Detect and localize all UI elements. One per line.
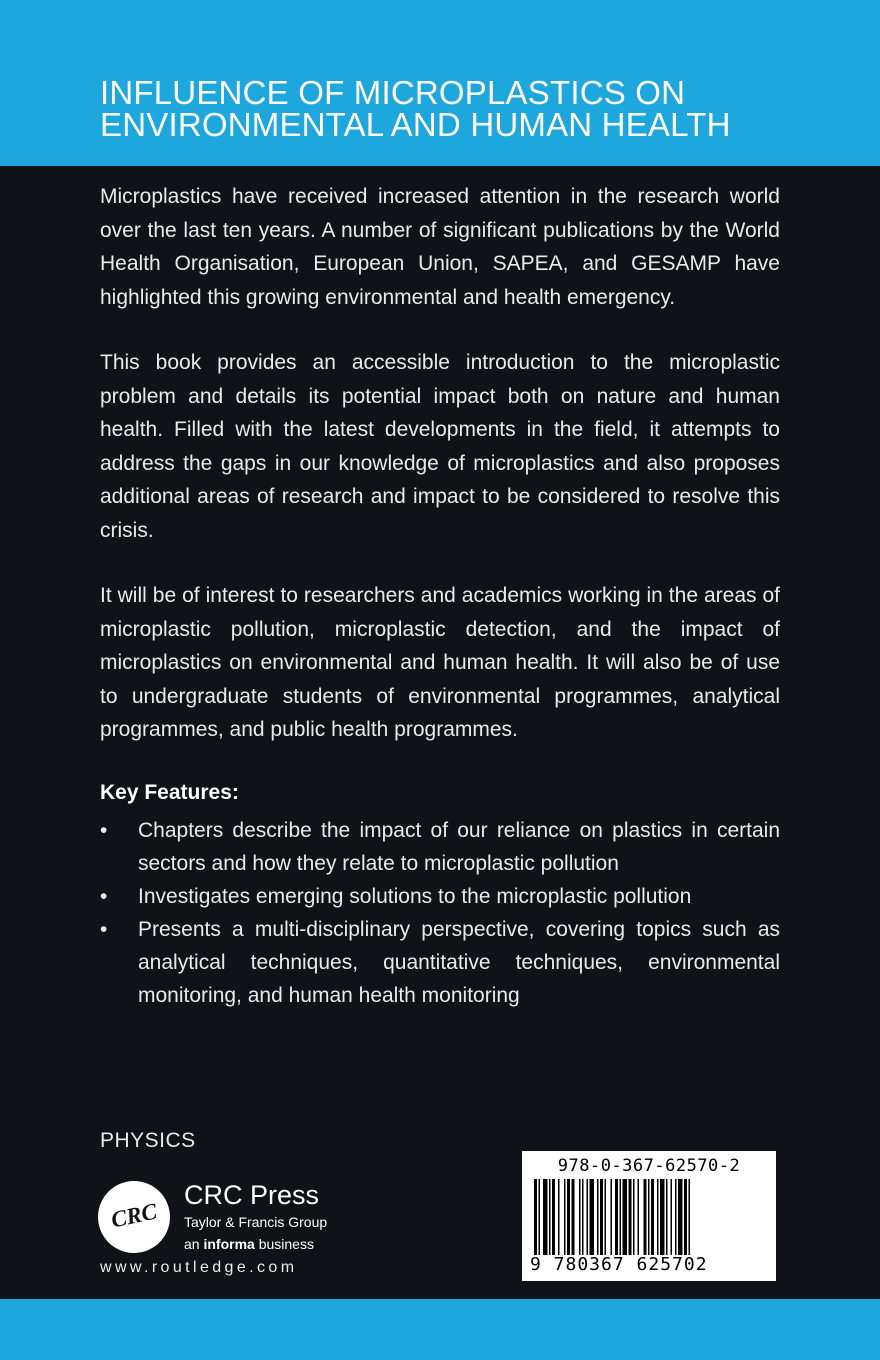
key-feature-item [100, 814, 780, 880]
barcode-bar [615, 1179, 618, 1255]
barcode-bar [660, 1179, 665, 1255]
barcode-bar [648, 1179, 650, 1255]
isbn-hyphenated: 978-0-367-62570-2 [557, 1156, 741, 1176]
barcode-bar [611, 1179, 613, 1255]
barcode-bar [597, 1179, 599, 1255]
barcode-bar [644, 1179, 647, 1255]
key-feature-item [100, 880, 780, 913]
barcode-bar [534, 1179, 537, 1255]
barcode-bar [629, 1179, 632, 1255]
barcode-bar [666, 1179, 668, 1255]
description-paragraph-1: Microplastics have received increased attention in the research world over the last ten years. A number of significant publications by the World Health Organisation, European Union, SAPEA, and GESAMP have highlighted this growing environmental and health emergency. [100, 185, 780, 309]
barcode-bar [689, 1179, 691, 1255]
barcode-bar [582, 1179, 584, 1255]
barcode-bar [552, 1179, 555, 1255]
barcode-bar [675, 1179, 677, 1255]
key-feature-text: Presents a multi-disciplinary perspective, covering topics such as analytical techniques, quantitative techniques, environmental monitoring, and human health monitoring [138, 918, 780, 1007]
barcode-bar [558, 1179, 560, 1255]
barcode-bar [564, 1179, 566, 1255]
key-features-heading: Key Features: [100, 781, 239, 804]
barcode-bar [543, 1179, 548, 1255]
logo-text: CRC [108, 1198, 160, 1233]
barcode-bar [633, 1179, 635, 1255]
barcode [522, 1151, 776, 1281]
description-paragraph-2: This book provides an accessible introduction to the microplastic problem and details its potential impact both on nature and human health. Filled with the latest developments in the field, it attempts to address the gaps in our knowledge of microplastics and also proposes additional areas of research and impact to be considered to resolve this crisis. [100, 351, 780, 542]
barcode-bar [623, 1179, 628, 1255]
barcode-bar [657, 1179, 659, 1255]
key-features-list [100, 814, 780, 1012]
barcode-bar [605, 1179, 607, 1255]
isbn-digits: 9 780367 625702 [530, 1254, 708, 1275]
key-feature-item [100, 913, 780, 1012]
barcode-bar [620, 1179, 622, 1255]
barcode-icon [534, 1179, 764, 1255]
key-feature-text: Chapters describe the impact of our reliance on plastics in certain sectors and how they relate to microplastic pollution [138, 819, 780, 875]
book-title-line-1: INFLUENCE OF MICROPLASTICS ON [100, 74, 686, 111]
barcode-bar [539, 1179, 541, 1255]
barcode-bar [651, 1179, 654, 1255]
bottom-accent-band [0, 1299, 880, 1360]
barcode-bar [600, 1179, 603, 1255]
book-title-line-2: ENVIRONMENTAL AND HUMAN HEALTH [100, 106, 731, 143]
barcode-bar [638, 1179, 640, 1255]
publisher-name: CRC Press [184, 1180, 320, 1210]
barcode-bar [579, 1179, 581, 1255]
key-feature-text: Investigates emerging solutions to the microplastic pollution [138, 885, 692, 908]
barcode-bar [549, 1179, 551, 1255]
barcode-bar [567, 1179, 570, 1255]
bullet-icon: • [100, 819, 108, 842]
subject-category: PHYSICS [100, 1129, 196, 1152]
book-description [100, 180, 780, 779]
description-paragraph-3: It will be of interest to researchers and academics working in the areas of microplastic pollution, microplastic detection, and the impact of microplastics on environmental and human health. It will also be of use to undergraduate students of environmental programmes, analytical programmes, and public health programmes. [100, 584, 780, 741]
barcode-bar [678, 1179, 683, 1255]
barcode-bar [590, 1179, 595, 1255]
bullet-icon: • [100, 885, 108, 908]
publisher-informa-line: an informa business [184, 1236, 314, 1252]
barcode-bar [587, 1179, 589, 1255]
book-title [100, 74, 820, 143]
barcode-bar [671, 1179, 673, 1255]
bullet-icon: • [100, 918, 108, 941]
barcode-bar [684, 1179, 687, 1255]
barcode-bar [572, 1179, 575, 1255]
crc-press-logo-icon [98, 1181, 170, 1253]
publisher-website: www.routledge.com [100, 1259, 298, 1276]
publisher-group: Taylor & Francis Group [184, 1214, 328, 1230]
